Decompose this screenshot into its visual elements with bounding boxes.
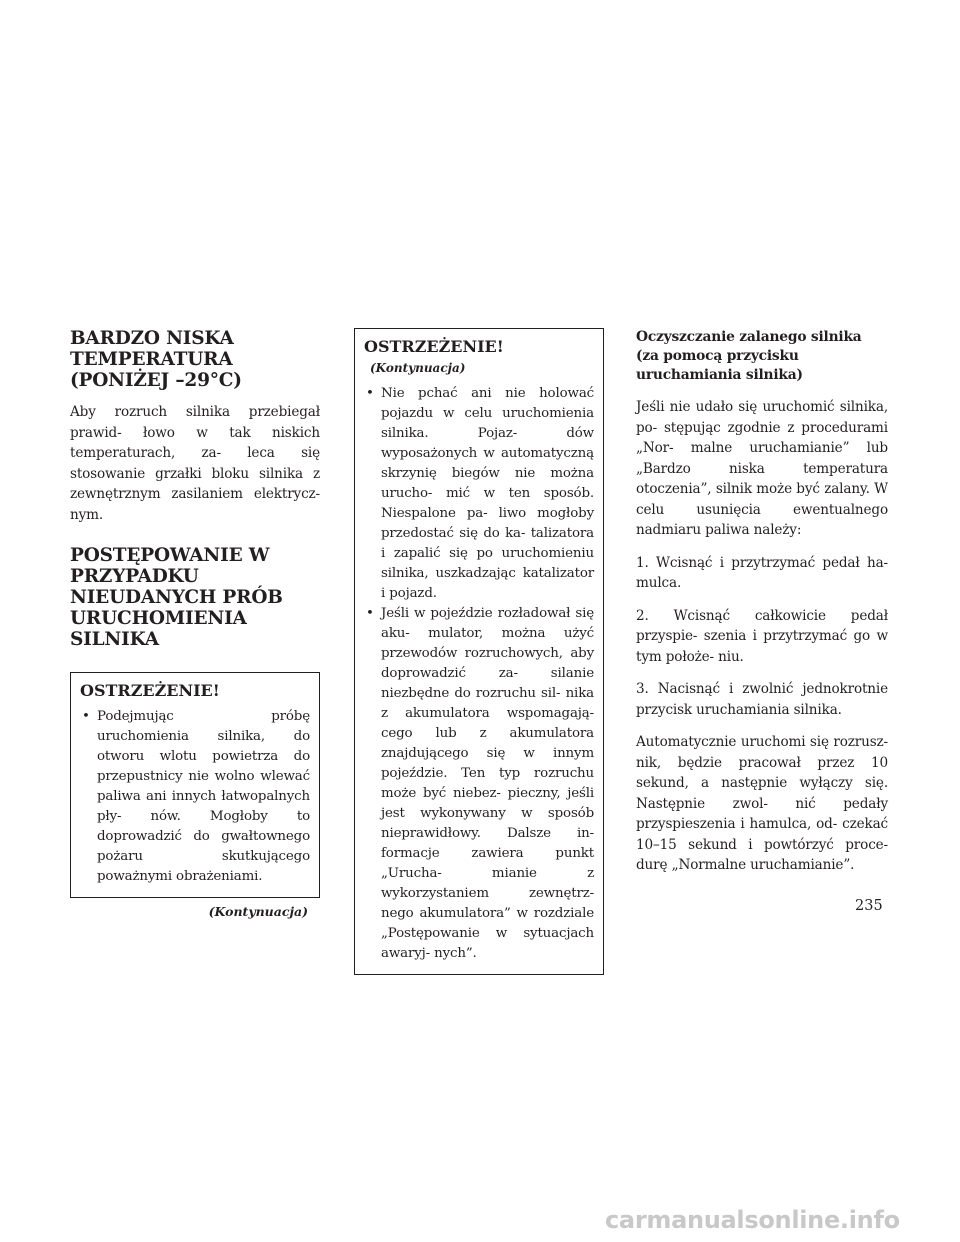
warning-item-jump-start [364,604,594,964]
step-2: 2. Wcisnąć całkowicie pedał przyspie- szenia i przytrzymać go w tym położe- niu. [636,607,888,665]
warning-continued-label: (Kontynuacja) [370,361,466,375]
bullet-icon: • [366,606,374,621]
subheading-flooded-engine: Oczyszczanie zalanego silnika (za pomocą przycisku uruchamiania silnika) [636,329,862,383]
bullet-icon: • [82,709,90,724]
section-heading-failed-start: POSTĘPOWANIE W PRZYPADKU NIEUDANYCH PRÓB URUCHOMIENIA SILNIKA [70,545,283,650]
bullet-icon: • [366,386,374,401]
right-column [636,328,888,888]
warning-box-left [70,672,320,898]
step-1: 1. Wcisnąć i przytrzymać pedał ha- mulca. [636,554,888,591]
warning-item-text: Nie pchać ani nie holować pojazdu w celu uruchomienia silnika. Pojaz- dów wyposażonych w automatyczną skrzynię biegów nie można urucho- mić w ten sposób. Niespalone pa- liwo mogłoby przedostać się do ka- talizatora i zapalić się po uruchomieniu silnika, uszkadzając katalizator i pojazd. [381,386,594,601]
warning-title-text: OSTRZEŻENIE! [364,337,504,356]
warning-title-continued [364,337,594,378]
warning-box-continued [354,328,604,975]
warning-title: OSTRZEŻENIE! [80,681,220,700]
page-number: 235 [855,898,883,914]
warning-item-push-tow [364,384,594,604]
low-temperature-paragraph: Aby rozruch silnika przebiegał prawid- łowo w tak niskich temperaturach, za- leca się stosowanie grzałki bloku silnika z zewnętrznym zasilaniem elektrycz- nym. [70,404,320,523]
warning-list-continued [364,384,594,964]
warning-list [80,707,310,887]
warning-item [80,707,310,887]
flooded-engine-intro: Jeśli nie udało się uruchomić silnika, po- stępując zgodnie z procedurami „Nor- malne uruchamianie” lub „Bardzo niska temperatura otoczenia”, silnik może być zalany. W celu usunięcia ewentualnego nadmiaru paliwa należy: [636,399,888,538]
warning-item-text: Jeśli w pojeździe rozładował się aku- mulator, można użyć przewodów rozruchowych, aby doprowadzić za- silanie niezbędne do rozruchu sil- nika z akumulatora wspomagają- cego lub z akumulatora znajdującego się w innym pojeździe. Ten typ rozruchu może być niebez- pieczny, jeśli jest wykonywany w sposób nieprawidłowy. Dalsze in- formacje zawiera punkt „Urucha- mianie z wykorzystaniem zewnętrz- nego akumulatora” w rozdziale „Postępowanie w sytuacjach awaryj- nych”. [381,606,594,961]
watermark: carmanualsonline.info [605,1206,900,1234]
step-3: 3. Nacisnąć i zwolnić jednokrotnie przycisk uruchamiania silnika. [636,681,888,718]
middle-column [354,328,604,975]
warning-item-text: Podejmując próbę uruchomienia silnika, do otworu wlotu powietrza do przepustnicy nie wolno wlewać paliwa ani innych łatwopalnych pły- nów. Mogłoby to doprowadzić do gwałtownego pożaru skutkującego poważnymi obrażeniami. [97,709,310,884]
section-heading-low-temperature: BARDZO NISKA TEMPERATURA (PONIŻEJ –29°C) [70,328,242,391]
left-column [70,328,320,919]
flooded-engine-closing: Automatycznie uruchomi się rozrusz- nik, będzie pracował przez 10 sekund, a następnie wyłączy się. Następnie zwol- nić pedały przyspieszenia i hamulca, od- czekać 10–15 sekund i powtórzyć proce- durę „Normalne uruchamianie”. [636,734,888,873]
continued-label: (Kontynuacja) [208,904,308,919]
